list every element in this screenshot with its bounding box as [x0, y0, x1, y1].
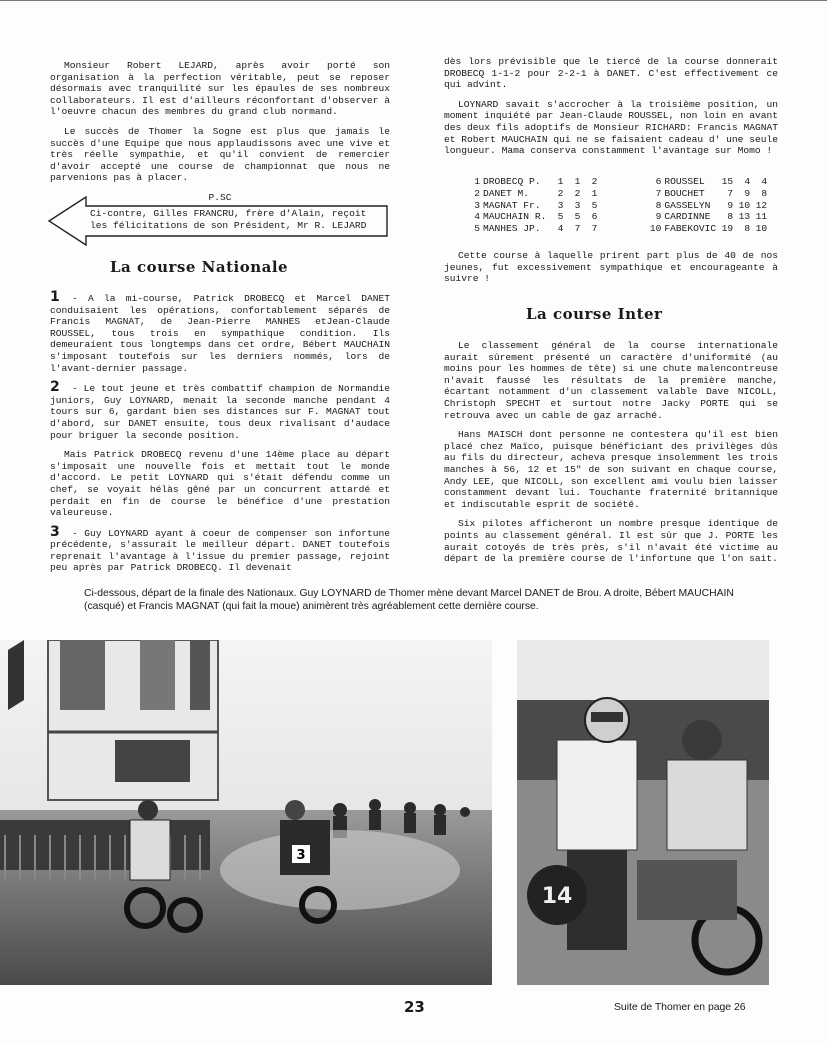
- result-a: 1: [557, 176, 564, 187]
- result-c: 7: [591, 223, 598, 235]
- race-number-3: 3: [296, 848, 306, 863]
- intro-paragraph-1: Monsieur Robert LEJARD, après avoir porté son organisation à la perfection véritable, peut se reposer désormais avec tranquilité sur les épaules de ses nombreux collaborateurs. Il est d'ailleurs réconfortant d'observer à l'oeuvre chacun des membres du grand club normand.: [50, 60, 390, 118]
- arrow-caption-text: Ci-contre, Gilles FRANCRU, frère d'Alain, reçoit les félicitations de son Président, Mr R. LEJARD: [90, 208, 367, 231]
- inter-paragraph-2: Hans MAISCH dont personne ne contestera qu'il est bien placé chez Maïco, puisque bénéficiant des privilèges dûs au fils du directeur, acheva presque insolemment les trois manches à 56, 12 et 15" de son suivant en chaque course, Andy LEE, que NICOLL, son excellent ami voulu bien laisser constamment devant lui. Touchante fraternité britannique et indiscutable esprit de société.: [444, 429, 778, 510]
- result-pos: 2: [474, 187, 480, 199]
- result-a: 4: [557, 223, 564, 235]
- result-b: 8: [744, 223, 751, 235]
- result-pos: 1: [474, 176, 480, 187]
- result-b: 7: [574, 223, 581, 235]
- result-c: 12: [755, 199, 768, 211]
- result-pos: 7: [655, 187, 662, 199]
- results-table: [466, 176, 770, 235]
- right-paragraph-3: Cette course à laquelle prirent part plus de 40 de nos jeunes, fut excessivement sympathique et encourageante à suivre !: [444, 250, 778, 285]
- signature: P.SC: [208, 191, 232, 203]
- results-row: [466, 211, 770, 223]
- result-c: 6: [591, 211, 598, 223]
- result-name: BOUCHET: [664, 187, 705, 199]
- result-gap: [600, 176, 647, 188]
- photo-riders: [517, 640, 769, 985]
- result-a: 15: [721, 176, 734, 187]
- inter-text: [444, 340, 778, 573]
- left-intro: [50, 60, 390, 204]
- result-name: DROBECQ P.: [483, 176, 541, 187]
- result-name: MAGNAT Fr.: [483, 199, 541, 211]
- inter-paragraph-3: Six pilotes afficheront un nombre presque identique de points au classement général. Il est sûr que J. PORTE les aurait cotoyés de très près, s'il n'avait été victime au départ de la première course de l'infortune que l'on sait.: [444, 518, 778, 565]
- right-paragraph-2: LOYNARD savait s'accrocher à la troisième position, un moment inquiété par Jean-Claude ROUSSEL, non loin en avant des deux fils adoptifs de Monsieur RICHARD: Francis MAGNAT et Robert MAUCHAIN qui ne se faisaient cadeau d' une seule longueur. Mama conserva constamment l'avantage sur Momo !: [444, 98, 778, 157]
- result-c: 11: [755, 211, 768, 223]
- page-number: 23: [404, 998, 425, 1016]
- continued-note: Suite de Thomer en page 26: [614, 1002, 746, 1013]
- section-3-number: 3: [50, 523, 60, 540]
- result-b: 10: [738, 199, 751, 211]
- result-pos: 10: [649, 223, 662, 235]
- result-pos: 5: [474, 223, 480, 235]
- result-gap: [600, 223, 647, 235]
- result-c: 4: [761, 176, 768, 187]
- intro-paragraph-2: Le succès de Thomer la Sogne est plus que jamais le succès d'une Equipe que nous applaudissons avec une vive et très réelle sympathie, et qu'il convient de remercier d'avoir accepté une course de championnat que nous ne parvenions pas à placer.: [50, 125, 390, 184]
- results-row: [466, 223, 770, 235]
- section-1-number: 1: [50, 289, 60, 305]
- result-b: 5: [574, 211, 581, 223]
- section-2b: Mais Patrick DROBECQ revenu d'une 14ème place au départ s'imposait une nouvelle fois et mettait tout le monde d'accord. Le petit LOYNARD qui s'était défendu comme un chef, se voyait hélàs gêné par un concurrent attardé et perdait en fin de course le bénéfice d'une prestation valeureuse.: [50, 449, 390, 519]
- result-name: MANHES JP.: [483, 223, 541, 235]
- result-b: 2: [574, 187, 581, 199]
- result-name: GASSELYN: [664, 199, 711, 211]
- race-number-14: 14: [541, 884, 573, 909]
- result-gap: [600, 211, 647, 223]
- section-2: 2 - Le tout jeune et très combattif champion de Normandie juniors, Guy LOYNARD, menait la seconde manche pendant 4 tours sur 6, gardant bien ses distances sur F. MAGNAT tout d'abord, sur DANET ensuite, tous deux rivalisant d'audace pour briguer la seconde position.: [50, 379, 390, 441]
- result-b: 9: [744, 187, 751, 199]
- result-a: 9: [727, 199, 734, 211]
- result-gap: [600, 200, 647, 212]
- section-2-number: 2: [50, 379, 60, 396]
- result-pos: 3: [474, 199, 480, 211]
- result-name: ROUSSEL: [664, 176, 705, 187]
- result-a: 2: [557, 187, 564, 199]
- result-name: FABEKOVIC: [664, 223, 717, 235]
- result-c: 2: [591, 176, 598, 187]
- results-row: [466, 176, 770, 188]
- result-c: 5: [591, 199, 598, 211]
- nationale-text: [50, 289, 390, 582]
- riders-illustration: [517, 640, 769, 985]
- result-pos: 8: [655, 199, 662, 211]
- inter-paragraph-1: Le classement général de la course internationale aurait sûrement présenté un caractère d'uniformité (au moins pour les hommes de tête) si une chute malencontreuse n'avait faussé les résultats de la première manche, écartant notamment d'un classement valable Dave NICOLL, Christoph SPECHT et surtout notre Jacky PORTE qui se retrouva avec un cable de gaz arraché.: [444, 340, 778, 421]
- right-top: [444, 56, 778, 165]
- result-a: 19: [721, 223, 734, 235]
- result-a: 5: [557, 211, 564, 223]
- right-mid: [444, 250, 778, 293]
- result-a: 8: [727, 211, 734, 223]
- results-row: [466, 188, 770, 200]
- result-b: 13: [738, 211, 751, 223]
- result-name: MAUCHAIN R.: [483, 211, 547, 223]
- result-name: CARDINNE: [664, 211, 711, 223]
- result-gap: [600, 188, 647, 200]
- photo-race-start: [0, 640, 492, 985]
- section-1: 1 - A la mi-course, Patrick DROBECQ et Marcel DANET conduisaient les opérations, confortablement séparés de Francis MAGNAT, de Jean-Pierre MANHES etJean-Claude ROUSSEL, tous trois en sympathique condition. Ils demeuraient tous longtemps dans cet ordre, Bébert MAUCHAIN s'imposant toutefois sur les derniers nommés, lors de l'avant-dernier passage.: [50, 289, 390, 374]
- top-rule: [0, 0, 827, 1]
- right-paragraph-1: dès lors prévisible que le tiercé de la course donnerait DROBECQ 1-1-2 pour 2-2-1 à DANET. C'est effectivement ce qui advint.: [444, 56, 778, 91]
- heading-nationale: La course Nationale: [110, 258, 289, 276]
- result-b: 3: [574, 199, 581, 211]
- results-row: [466, 200, 770, 212]
- result-name: DANET M.: [483, 187, 530, 199]
- result-a: 3: [557, 199, 564, 211]
- photo-caption: Ci-dessous, départ de la finale des Nationaux. Guy LOYNARD de Thomer mène devant Marcel DANET de Brou. A droite, Bébert MAUCHAIN (casqué) et Francis MAGNAT (qui fait la moue) animèrent très agréablement cette dernière course.: [84, 588, 734, 612]
- arrow-caption-box: [48, 196, 388, 246]
- result-c: 1: [591, 187, 598, 199]
- section-3: 3 - Guy LOYNARD ayant à coeur de compenser son infortune précédente, s'assurait le meilleur départ. DANET toutefois reprenait l'avantage à l'issue du premier passage, rejoint peu après par Patrick DROBECQ. Il devenait: [50, 523, 390, 574]
- heading-inter: La course Inter: [526, 305, 663, 323]
- race-start-illustration: [0, 640, 492, 985]
- result-pos: 4: [474, 211, 480, 223]
- result-pos: 9: [655, 211, 662, 223]
- result-pos: 6: [655, 176, 662, 187]
- result-b: 4: [744, 176, 751, 187]
- result-b: 1: [574, 176, 581, 187]
- result-c: 10: [755, 223, 768, 235]
- result-a: 7: [727, 187, 734, 199]
- result-c: 8: [761, 187, 768, 199]
